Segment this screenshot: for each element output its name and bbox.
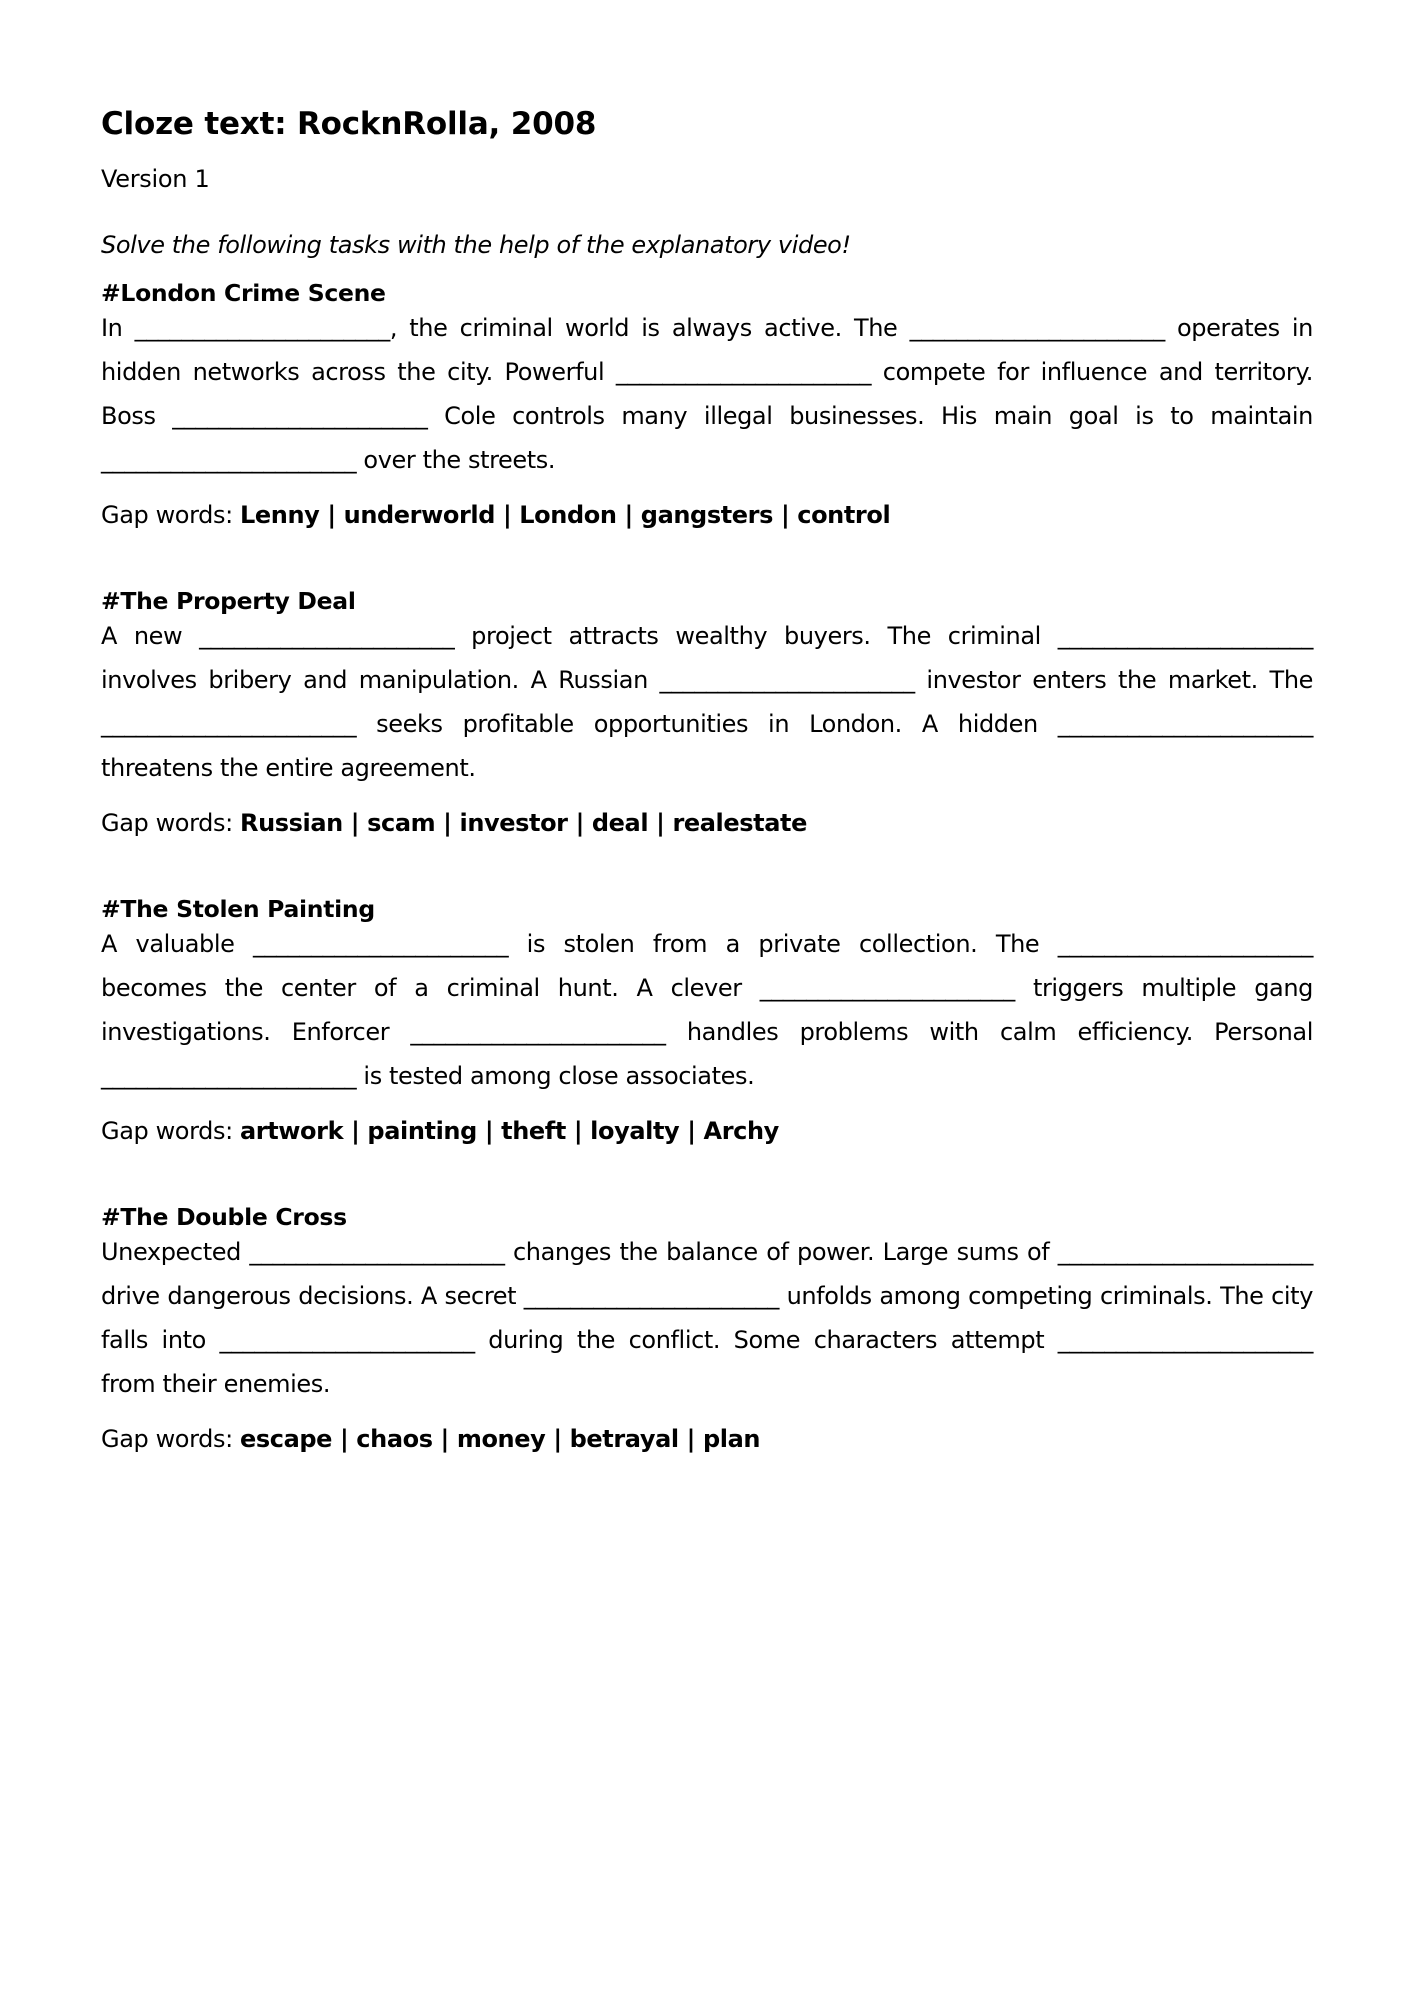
gap-words-label: Gap words: (101, 501, 240, 529)
section-title: #The Property Deal (101, 587, 356, 615)
cloze-paragraph: Unexpected ______________________ changes the balance of power. Large sums of ______________________ drive dangerous decisions. A secret ______________________ unfolds among competing criminals. The city falls into ______________________ during the conflict. Some characters attempt ______________________ from their enemies. (101, 1238, 1313, 1398)
cloze-paragraph: In ______________________, the criminal world is always active. The ______________________ operates in hidden networks across the city. Powerful ______________________ compete for influence and territory. Boss ______________________ Cole controls many illegal businesses. His main goal is to maintain ______________________ over the streets. (101, 314, 1313, 474)
section-title: #The Double Cross (101, 1203, 347, 1231)
gap-words-label: Gap words: (101, 1117, 240, 1145)
gap-words-line (101, 498, 1313, 532)
cloze-paragraph: A valuable ______________________ is stolen from a private collection. The ______________________ becomes the center of a criminal hunt. A clever ______________________ triggers multiple gang investigations. Enforcer ______________________ handles problems with calm efficiency. Personal ______________________ is tested among close associates. (101, 930, 1313, 1090)
gap-words-line (101, 1114, 1313, 1148)
version-label: Version 1 (101, 165, 210, 193)
gap-words-list: artwork | painting | theft | loyalty | Archy (239, 1117, 779, 1145)
section-london-crime-scene (101, 278, 1313, 532)
section-stolen-painting (101, 894, 1313, 1148)
section-title: #The Stolen Painting (101, 895, 375, 923)
section-double-cross (101, 1202, 1313, 1456)
gap-words-list: escape | chaos | money | betrayal | plan (239, 1425, 761, 1453)
section-property-deal (101, 586, 1313, 840)
section-title: #London Crime Scene (101, 279, 386, 307)
gap-words-label: Gap words: (101, 1425, 240, 1453)
gap-words-line (101, 806, 1313, 840)
page-title: Cloze text: RocknRolla, 2008 (101, 106, 597, 142)
gap-words-line (101, 1422, 1313, 1456)
cloze-paragraph: A new ______________________ project attracts wealthy buyers. The criminal ______________________ involves bribery and manipulation. A Russian ______________________ investor enters the market. The ______________________ seeks profitable opportunities in London. A hidden ______________________ threatens the entire agreement. (101, 622, 1313, 782)
instruction-text: Solve the following tasks with the help of the explanatory video! (101, 231, 851, 259)
gap-words-label: Gap words: (101, 809, 240, 837)
gap-words-list: Lenny | underworld | London | gangsters | control (239, 501, 891, 529)
gap-words-list: Russian | scam | investor | deal | realestate (239, 809, 807, 837)
